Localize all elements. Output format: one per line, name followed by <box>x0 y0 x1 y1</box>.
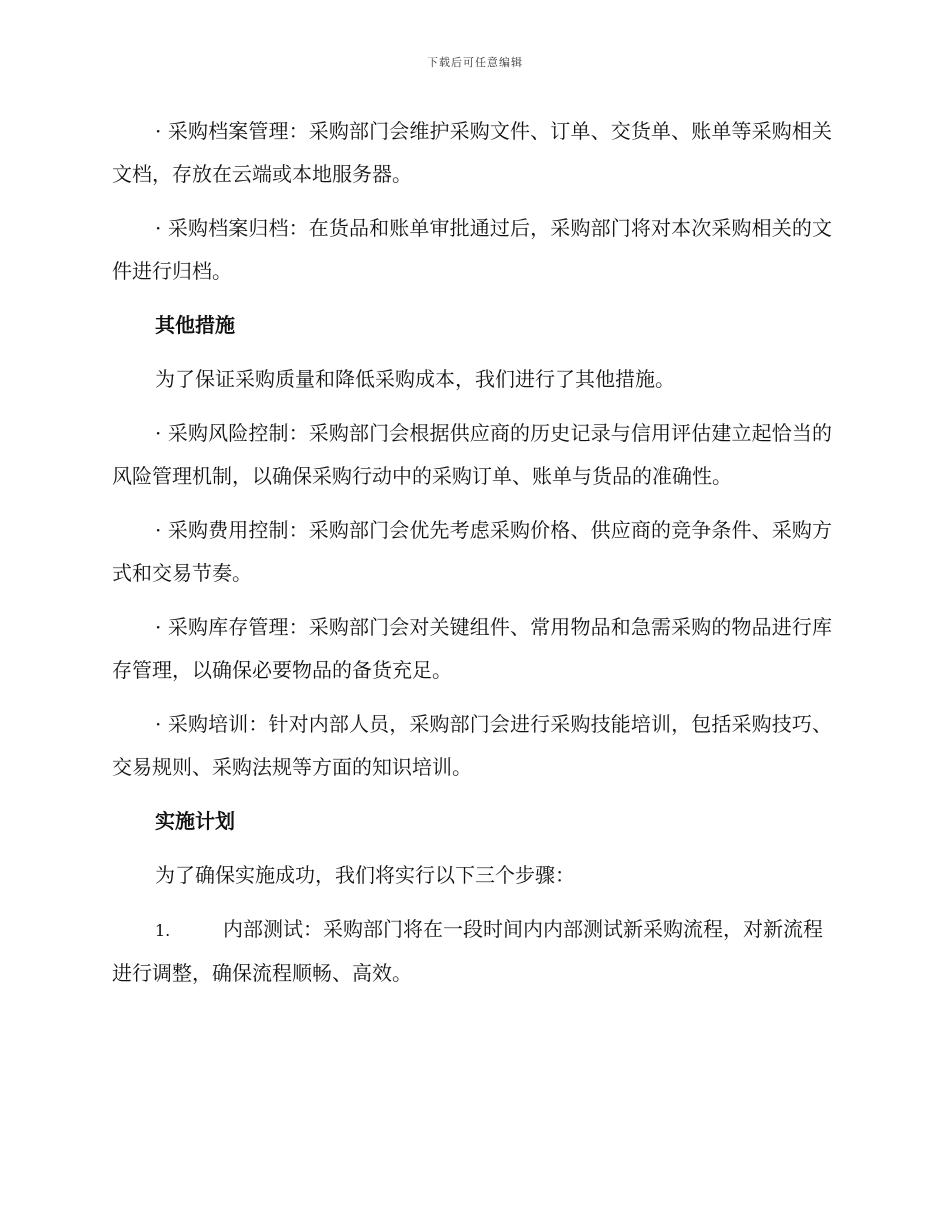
list-item <box>112 908 832 995</box>
paragraph-training: · 采购培训：针对内部人员，采购部门会进行采购技能培训，包括采购技巧、交易规则、采购法规等方面的知识培训。 <box>112 712 832 779</box>
heading-other-measures: 其他措施 <box>155 313 235 337</box>
page-header: 下载后可任意编辑 <box>427 56 523 69</box>
list-item-number: 1. <box>155 921 171 940</box>
paragraph-risk-control: · 采购风险控制：采购部门会根据供应商的历史记录与信用评估建立起恰当的风险管理机制，以确保采购行动中的采购订单、账单与货品的准确性。 <box>112 421 832 488</box>
paragraph-other-measures-intro: 为了保证采购质量和降低采购成本，我们进行了其他措施。 <box>155 367 675 391</box>
paragraph-cost-control: · 采购费用控制：采购部门会优先考虑采购价格、供应商的竞争条件、采购方式和交易节奏。 <box>112 518 832 585</box>
document-body <box>112 110 832 1006</box>
paragraph-implementation-intro: 为了确保实施成功，我们将实行以下三个步骤： <box>155 863 575 887</box>
paragraph-archive-management: · 采购档案管理：采购部门会维护采购文件、订单、交货单、账单等采购相关文档，存放在云端或本地服务器。 <box>112 119 832 186</box>
paragraph-inventory-management: · 采购库存管理：采购部门会对关键组件、常用物品和急需采购的物品进行库存管理，以确保必要物品的备货充足。 <box>112 615 832 682</box>
list-item-text: 内部测试：采购部门将在一段时间内内部测试新采购流程，对新流程进行调整，确保流程顺畅、高效。 <box>112 917 823 985</box>
heading-implementation-plan: 实施计划 <box>155 809 235 833</box>
paragraph-archive-filing: · 采购档案归档：在货品和账单审批通过后，采购部门将对本次采购相关的文件进行归档。 <box>112 216 832 283</box>
